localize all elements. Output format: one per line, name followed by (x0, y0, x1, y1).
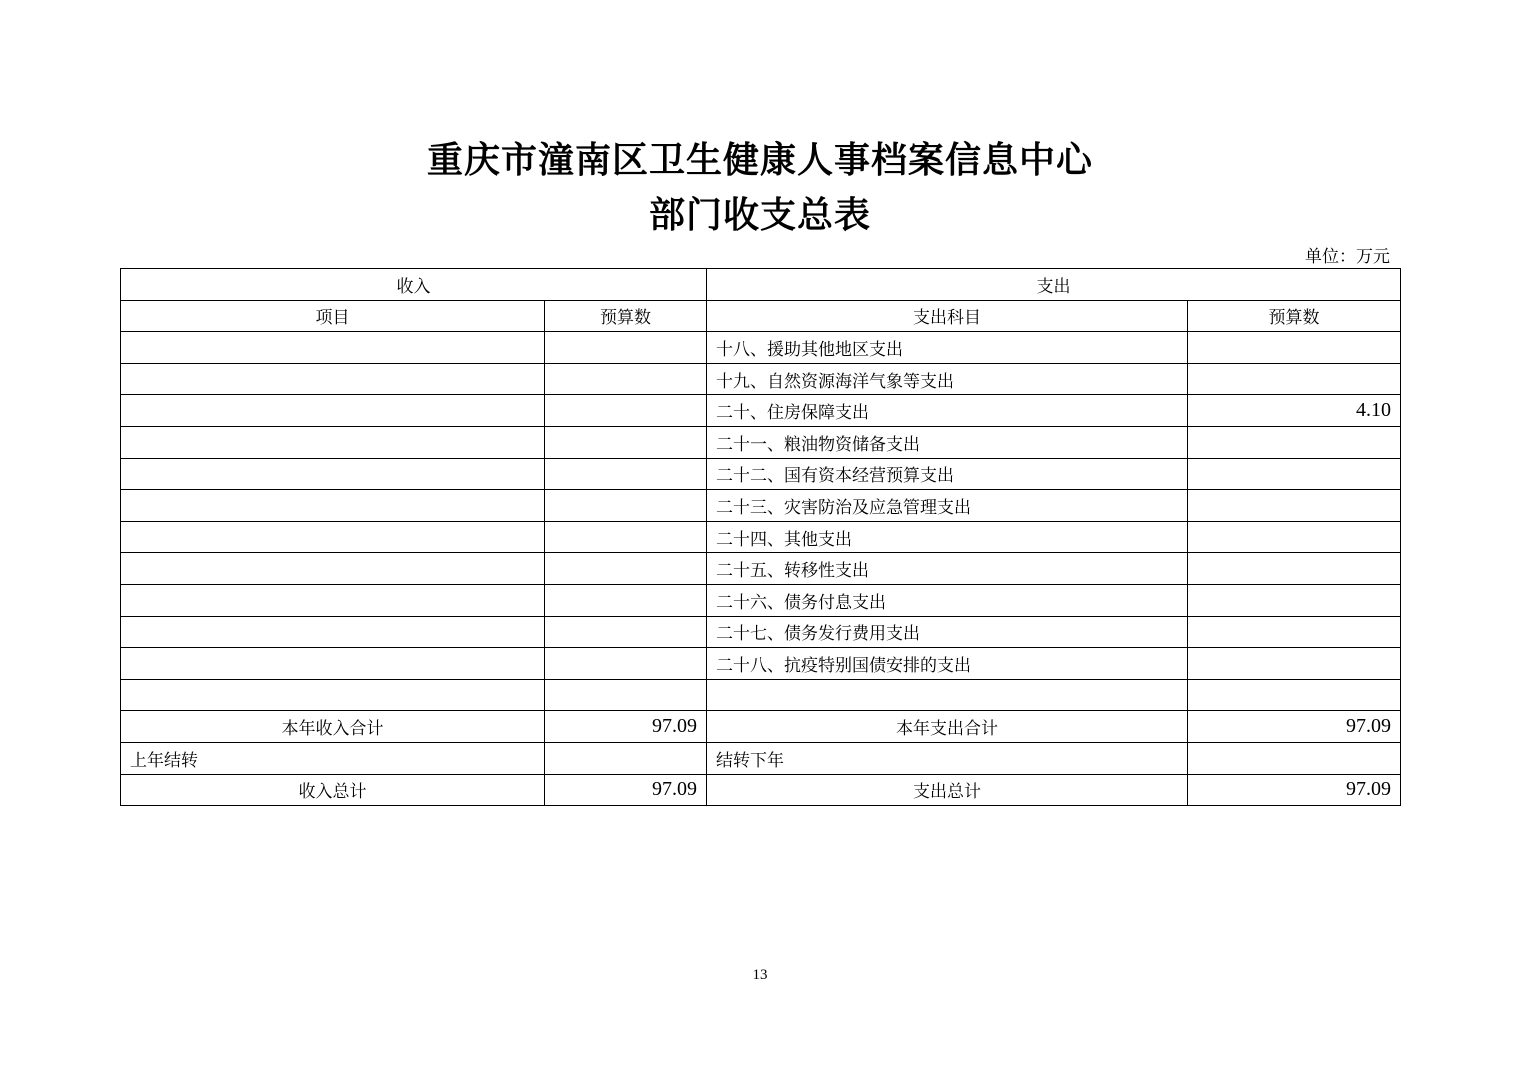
income-item-cell (121, 332, 545, 364)
expense-item-cell (707, 679, 1188, 711)
grand-total-row (121, 774, 1401, 806)
income-budget-cell (545, 648, 707, 680)
year-expense-total-value: 97.09 (1188, 711, 1401, 743)
year-expense-total-label: 本年支出合计 (707, 711, 1188, 743)
prior-year-carryover-value (545, 742, 707, 774)
document-title: 重庆市潼南区卫生健康人事档案信息中心 (426, 139, 1093, 181)
carryover-next-year-value (1188, 742, 1401, 774)
income-item-cell (121, 426, 545, 458)
income-item-cell (121, 553, 545, 585)
prior-year-carryover-label: 上年结转 (121, 742, 545, 774)
income-item-cell (121, 395, 545, 427)
expense-budget-cell (1188, 584, 1401, 616)
document-subtitle: 部门收支总表 (648, 194, 871, 236)
table-row (121, 395, 1401, 427)
expense-item-cell: 二十、住房保障支出 (707, 395, 1188, 427)
expense-item-header: 支出科目 (707, 300, 1188, 332)
table-row (121, 616, 1401, 648)
expense-budget-cell (1188, 679, 1401, 711)
income-item-cell (121, 616, 545, 648)
table-row (121, 553, 1401, 585)
expense-item-cell: 十八、援助其他地区支出 (707, 332, 1188, 364)
table-row (121, 521, 1401, 553)
expense-budget-cell: 4.10 (1188, 395, 1401, 427)
income-budget-cell (545, 553, 707, 585)
table-row (121, 648, 1401, 680)
table-row (121, 584, 1401, 616)
expense-budget-cell (1188, 363, 1401, 395)
income-budget-cell (545, 332, 707, 364)
income-budget-cell (545, 395, 707, 427)
income-item-cell (121, 490, 545, 522)
expense-budget-header: 预算数 (1188, 300, 1401, 332)
expense-budget-cell (1188, 616, 1401, 648)
budget-summary-table (120, 268, 1401, 806)
expense-budget-cell (1188, 521, 1401, 553)
table-row (121, 363, 1401, 395)
expense-budget-cell (1188, 648, 1401, 680)
expense-grand-total-value: 97.09 (1188, 774, 1401, 806)
expense-item-cell: 二十三、灾害防治及应急管理支出 (707, 490, 1188, 522)
expense-group-header: 支出 (707, 269, 1401, 301)
income-budget-cell (545, 458, 707, 490)
expense-item-cell: 二十六、债务付息支出 (707, 584, 1188, 616)
page-number: 13 (752, 967, 768, 983)
income-budget-cell (545, 616, 707, 648)
unit-label: 单位：万元 (1305, 247, 1390, 267)
income-grand-total-label: 收入总计 (121, 774, 545, 806)
expense-item-cell: 二十一、粮油物资储备支出 (707, 426, 1188, 458)
table-row (121, 490, 1401, 522)
income-group-header: 收入 (121, 269, 707, 301)
column-header-row (121, 300, 1401, 332)
income-budget-cell (545, 426, 707, 458)
expense-budget-cell (1188, 426, 1401, 458)
year-total-row (121, 711, 1401, 743)
expense-grand-total-label: 支出总计 (707, 774, 1188, 806)
expense-item-cell: 二十五、转移性支出 (707, 553, 1188, 585)
table-row (121, 458, 1401, 490)
expense-budget-cell (1188, 332, 1401, 364)
income-item-cell (121, 584, 545, 616)
income-budget-cell (545, 521, 707, 553)
income-item-cell (121, 648, 545, 680)
income-budget-cell (545, 363, 707, 395)
income-budget-cell (545, 490, 707, 522)
expense-item-cell: 二十八、抗疫特别国债安排的支出 (707, 648, 1188, 680)
expense-item-cell: 十九、自然资源海洋气象等支出 (707, 363, 1188, 395)
income-item-cell (121, 458, 545, 490)
income-item-cell (121, 679, 545, 711)
carryover-next-year-label: 结转下年 (707, 742, 1188, 774)
table-row (121, 679, 1401, 711)
carryover-row (121, 742, 1401, 774)
income-budget-cell (545, 679, 707, 711)
income-item-cell (121, 521, 545, 553)
expense-item-cell: 二十二、国有资本经营预算支出 (707, 458, 1188, 490)
expense-budget-cell (1188, 490, 1401, 522)
income-item-cell (121, 363, 545, 395)
year-income-total-value: 97.09 (545, 711, 707, 743)
table-row (121, 332, 1401, 364)
expense-item-cell: 二十四、其他支出 (707, 521, 1188, 553)
income-budget-cell (545, 584, 707, 616)
expense-budget-cell (1188, 458, 1401, 490)
group-header-row (121, 269, 1401, 301)
income-item-header: 项目 (121, 300, 545, 332)
table-row (121, 426, 1401, 458)
income-grand-total-value: 97.09 (545, 774, 707, 806)
expense-item-cell: 二十七、债务发行费用支出 (707, 616, 1188, 648)
income-budget-header: 预算数 (545, 300, 707, 332)
year-income-total-label: 本年收入合计 (121, 711, 545, 743)
expense-budget-cell (1188, 553, 1401, 585)
